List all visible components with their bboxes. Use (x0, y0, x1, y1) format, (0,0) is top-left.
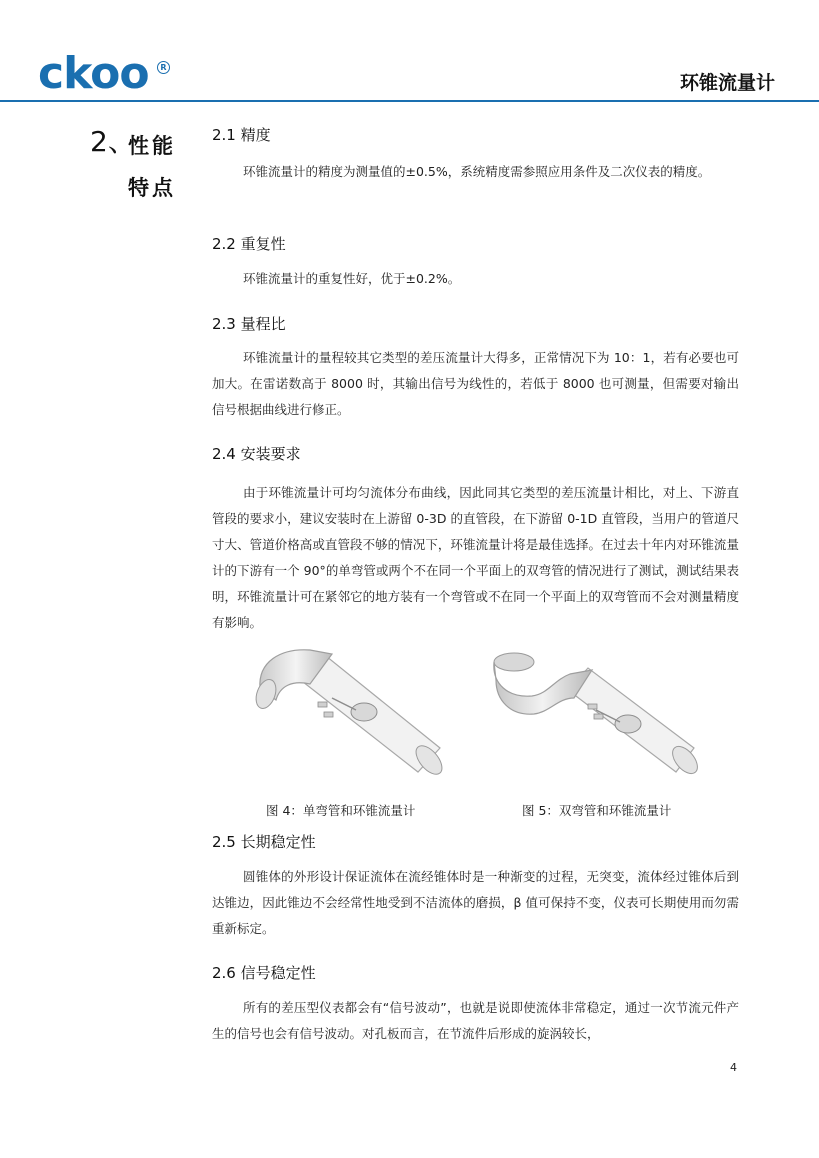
subsection-heading: 2.2 重复性 (212, 235, 286, 253)
page-number: 4 (730, 1061, 737, 1074)
subsection-heading: 2.6 信号稳定性 (212, 964, 316, 982)
subsection-heading: 2.4 安装要求 (212, 445, 301, 463)
subsection-paragraph: 所有的差压型仪表都会有“信号波动”，也就是说即使流体非常稳定，通过一次节流元件产生的信号也会有信号波动。对孔板而言，在节流件后形成的旋涡较长， (212, 1000, 739, 1041)
subsection-paragraph: 环锥流量计的重复性好，优于±0.2%。 (243, 271, 461, 286)
figure-single-elbow (240, 640, 450, 780)
figure-double-elbow (488, 640, 708, 780)
section-title-line1: 性能 (128, 134, 176, 158)
double-elbow-icon (494, 653, 592, 714)
subsection-heading: 2.3 量程比 (212, 315, 286, 333)
subsection-paragraph: 环锥流量计的量程较其它类型的差压流量计大得多，正常情况下为 10：1，若有必要也可加大。在雷诺数高于 8000 时，其输出信号为线性的，若低于 8000 也可测量，但需要对输出信号根据曲线进行修正。 (212, 350, 739, 417)
header-divider (0, 100, 819, 102)
figure-caption: 图 4：单弯管和环锥流量计 (266, 803, 416, 818)
document-title: 环锥流量计 (679, 72, 775, 94)
section-title-line2: 特点 (128, 176, 176, 200)
subsection-paragraph: 由于环锥流量计可均匀流体分布曲线，因此同其它类型的差压流量计相比，对上、下游直管段的要求小，建议安装时在上游留 0-3D 的直管段，在下游留 0-1D 直管段，当用户的管道尺寸大、管道价格高或直管段不够的情况下，环锥流量计将是最佳选择。在过去十年内对环锥流量计的下游有一个 90°的单弯管或两个不在同一个平面上的双弯管的情况进行了测试，测试结果表明，环锥流量计可在紧邻它的地方装有一个弯管或不在同一个平面上的双弯管而不会对测量精度有影响。 (212, 485, 739, 630)
subsection-paragraph: 圆锥体的外形设计保证流体在流经锥体时是一种渐变的过程，无突变，流体经过锥体后到达锥边，因此锥边不会经常性地受到不洁流体的磨损，β 值可保持不变，仪表可长期使用而勿需重新标定。 (212, 869, 739, 936)
registered-mark: R (157, 61, 170, 74)
section-number: 2、 (90, 125, 136, 158)
subsection-paragraph: 环锥流量计的精度为测量值的±0.5%，系统精度需参照应用条件及二次仪表的精度。 (243, 164, 711, 179)
subsection-heading: 2.5 长期稳定性 (212, 833, 316, 851)
brand-logo: ckoo (38, 48, 149, 99)
figure-caption: 图 5：双弯管和环锥流量计 (522, 803, 672, 818)
subsection-heading: 2.1 精度 (212, 126, 271, 144)
